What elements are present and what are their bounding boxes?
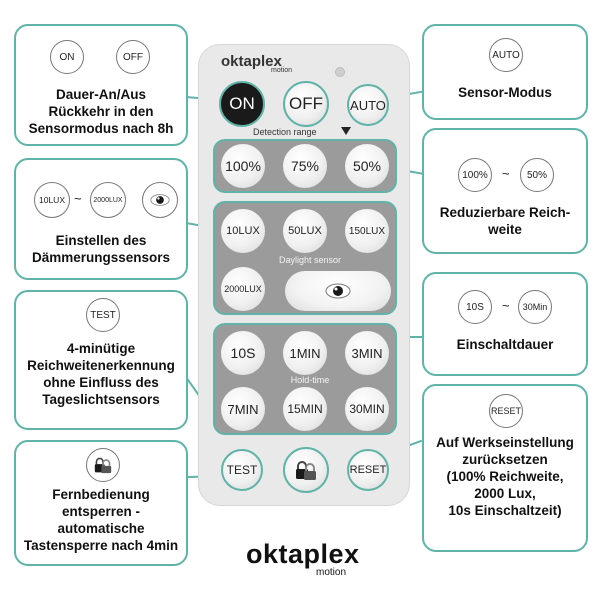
- callout-reset: [422, 384, 588, 552]
- remote-brand: [221, 53, 292, 74]
- brand-logo: [246, 540, 360, 578]
- eye-icon: [150, 193, 170, 207]
- callout-lux-10: 10LUX: [34, 182, 70, 218]
- range-75-button[interactable]: 75%: [283, 144, 327, 188]
- callout-hold-10s: 10S: [458, 290, 492, 324]
- auto-button[interactable]: AUTO: [347, 84, 389, 126]
- daylight-panel: [213, 201, 397, 315]
- callout-on-off: [14, 24, 188, 146]
- hold-15min-button[interactable]: 15MIN: [283, 387, 327, 431]
- callout-lux-tilde: ~: [74, 191, 82, 206]
- daylight-eye-button[interactable]: [285, 271, 391, 311]
- lux-150-button[interactable]: 150LUX: [345, 209, 389, 253]
- callout-on-button: ON: [50, 40, 84, 74]
- callout-auto: [422, 24, 588, 120]
- callout-reset-text: Auf Werkseinstellung zurücksetzen (100% Reichweite, 2000 Lux, 10s Einschaltzeit): [436, 435, 574, 518]
- detection-range-label: Detection range: [253, 127, 317, 137]
- callout-eye-button: [142, 182, 178, 218]
- brand-logo-sub: motion: [316, 567, 347, 578]
- callout-range: [422, 128, 588, 254]
- callout-auto-button: AUTO: [489, 38, 523, 72]
- hold-time-label: Hold-time: [290, 375, 330, 385]
- range-panel: [213, 139, 397, 193]
- eye-icon: [325, 282, 351, 300]
- daylight-sensor-label: Daylight sensor: [278, 255, 342, 265]
- callout-range-tilde: ~: [502, 166, 510, 181]
- off-button[interactable]: OFF: [283, 81, 329, 127]
- callout-lock: [14, 440, 188, 566]
- lock-icon: [94, 456, 112, 474]
- callout-off-button: OFF: [116, 40, 150, 74]
- remote-brand-name: oktaplex: [221, 53, 282, 70]
- remote-control: [198, 44, 410, 506]
- callout-test: [14, 290, 188, 430]
- callout-on-off-text: Dauer-An/Aus Rückkehr in den Sensormodus nach 8h: [28, 87, 174, 136]
- callout-lux-2000: 2000LUX: [90, 182, 126, 218]
- range-50-button[interactable]: 50%: [345, 144, 389, 188]
- lux-50-button[interactable]: 50LUX: [283, 209, 327, 253]
- range-100-button[interactable]: 100%: [221, 144, 265, 188]
- callout-range-100: 100%: [458, 158, 492, 192]
- hold-7min-button[interactable]: 7MIN: [221, 387, 265, 431]
- callout-test-button: TEST: [86, 298, 120, 332]
- ir-sensor-dot: [335, 67, 345, 77]
- callout-hold: [422, 272, 588, 376]
- callout-hold-text: Einschaltdauer: [456, 337, 554, 352]
- lux-2000-button[interactable]: 2000LUX: [221, 267, 265, 311]
- brand-logo-name: oktaplex: [246, 539, 360, 569]
- lock-button[interactable]: [283, 447, 329, 493]
- hold-30min-button[interactable]: 30MIN: [345, 387, 389, 431]
- lock-icon: [295, 459, 317, 481]
- callout-lock-button: [86, 448, 120, 482]
- callout-range-50: 50%: [520, 158, 554, 192]
- callout-range-text: Reduzierbare Reich- weite: [439, 205, 571, 237]
- triangle-down-icon: [341, 127, 351, 136]
- callout-test-text: 4-minütige Reichweitenerkennung ohne Einfluss des Tageslichtsensors: [27, 341, 175, 407]
- callout-lux: [14, 158, 188, 280]
- lux-10-button[interactable]: 10LUX: [221, 209, 265, 253]
- remote-brand-sub: motion: [271, 67, 293, 74]
- callout-reset-button: RESET: [489, 394, 523, 428]
- test-button[interactable]: TEST: [221, 449, 263, 491]
- callout-auto-text: Sensor-Modus: [458, 85, 552, 100]
- on-button[interactable]: ON: [219, 81, 265, 127]
- reset-button[interactable]: RESET: [347, 449, 389, 491]
- callout-lock-text: Fernbedienung entsperren - automatische Tastensperre nach 4min: [23, 487, 179, 553]
- callout-hold-tilde: ~: [502, 298, 510, 313]
- callout-hold-30min: 30Min: [518, 290, 552, 324]
- hold-1min-button[interactable]: 1MIN: [283, 331, 327, 375]
- callout-lux-text: Einstellen des Dämmerungssensors: [31, 233, 171, 265]
- hold-10s-button[interactable]: 10S: [221, 331, 265, 375]
- hold-3min-button[interactable]: 3MIN: [345, 331, 389, 375]
- hold-time-panel: [213, 323, 397, 435]
